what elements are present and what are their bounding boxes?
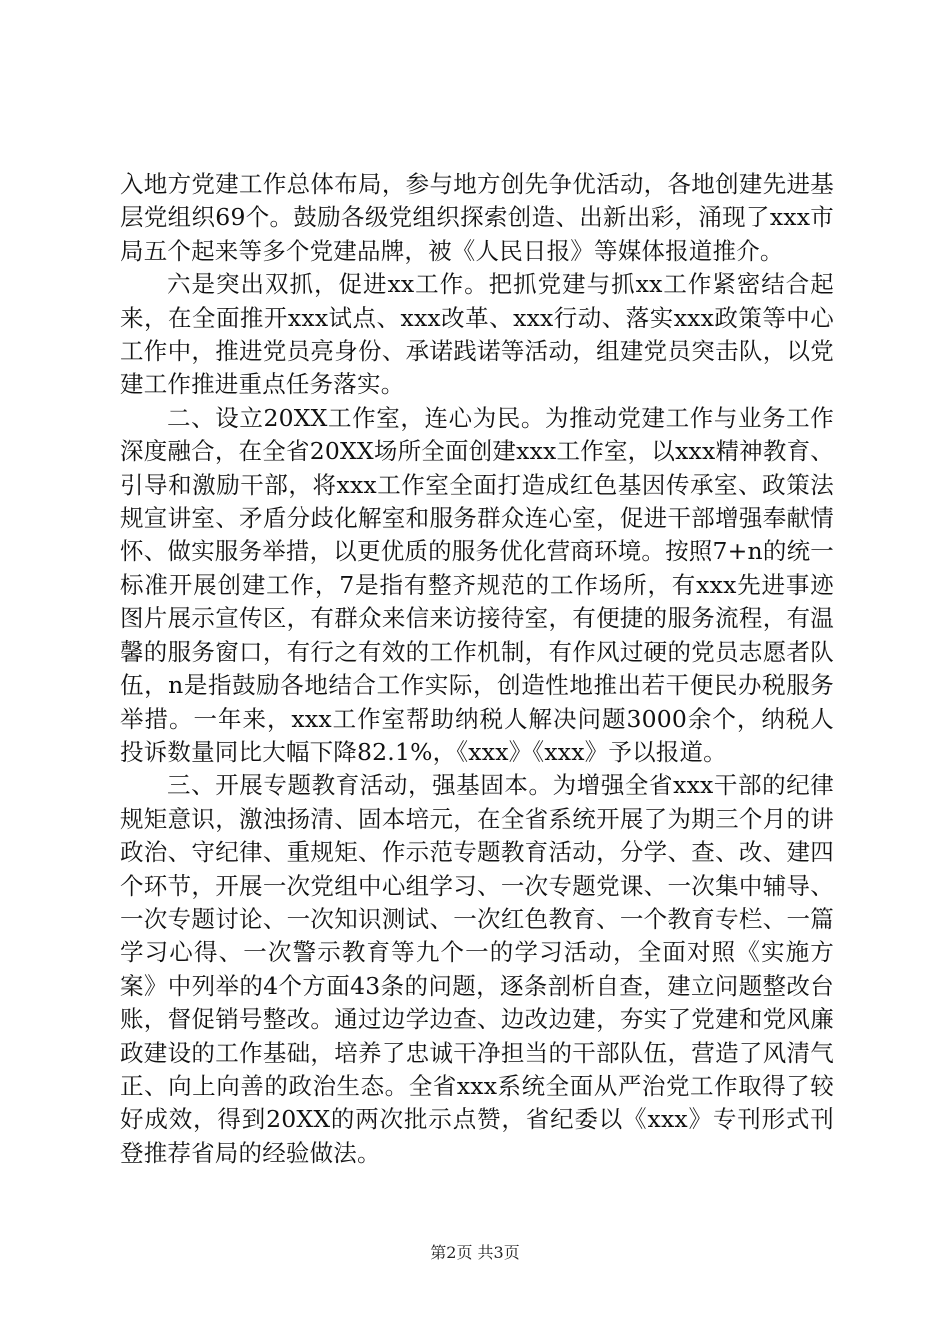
document-body — [120, 168, 834, 1170]
paragraph-3: 二、设立20XX工作室，连心为民。为推动党建工作与业务工作深度融合，在全省20XX场所全面创建xxx工作室，以xxx精神教育、引导和激励干部，将xxx工作室全面打造成红色基因传承室、政策法规宣讲室、矛盾分歧化解室和服务群众连心室，促进干部增强奉献情怀、做实服务举措，以更优质的服务优化营商环境。按照7+n的统一标准开展创建工作，7是指有整齐规范的工作场所，有xxx先进事迹图片展示宣传区，有群众来信来访接待室，有便捷的服务流程，有温馨的服务窗口，有行之有效的工作机制，有作风过硬的党员志愿者队伍，n是指鼓励各地结合工作实际，创造性地推出若干便民办税服务举措。一年来，xxx工作室帮助纳税人解决问题3000余个，纳税人投诉数量同比大幅下降82.1%，《xxx》《xxx》予以报道。 — [120, 403, 834, 766]
page-number-footer: 第2页 共3页 — [430, 1243, 520, 1262]
paragraph-2: 六是突出双抓，促进xx工作。把抓党建与抓xx工作紧密结合起来，在全面推开xxx试点、xxx改革、xxx行动、落实xxx政策等中心工作中，推进党员亮身份、承诺践诺等活动，组建党员突击队，以党建工作推进重点任务落实。 — [120, 270, 834, 399]
paragraph-4: 三、开展专题教育活动，强基固本。为增强全省xxx干部的纪律规矩意识，激浊扬清、固本培元，在全省系统开展了为期三个月的讲政治、守纪律、重规矩、作示范专题教育活动，分学、查、改、建四个环节，开展一次党组中心组学习、一次专题党课、一次集中辅导、一次专题讨论、一次知识测试、一次红色教育、一个教育专栏、一篇学习心得、一次警示教育等九个一的学习活动，全面对照《实施方案》中列举的4个方面43条的问题，逐条剖析自查，建立问题整改台账，督促销号整改。通过边学边查、边改边建，夯实了党建和党风廉政建设的工作基础，培养了忠诚干净担当的干部队伍，营造了风清气正、向上向善的政治生态。全省xxx系统全面从严治党工作取得了较好成效，得到20XX的两次批示点赞，省纪委以《xxx》专刊形式刊登推荐省局的经验做法。 — [120, 771, 834, 1167]
paragraph-1: 入地方党建工作总体布局，参与地方创先争优活动，各地创建先进基层党组织69个。鼓励各级党组织探索创造、出新出彩，涌现了xxx市局五个起来等多个党建品牌，被《人民日报》等媒体报道推介。 — [120, 170, 834, 265]
